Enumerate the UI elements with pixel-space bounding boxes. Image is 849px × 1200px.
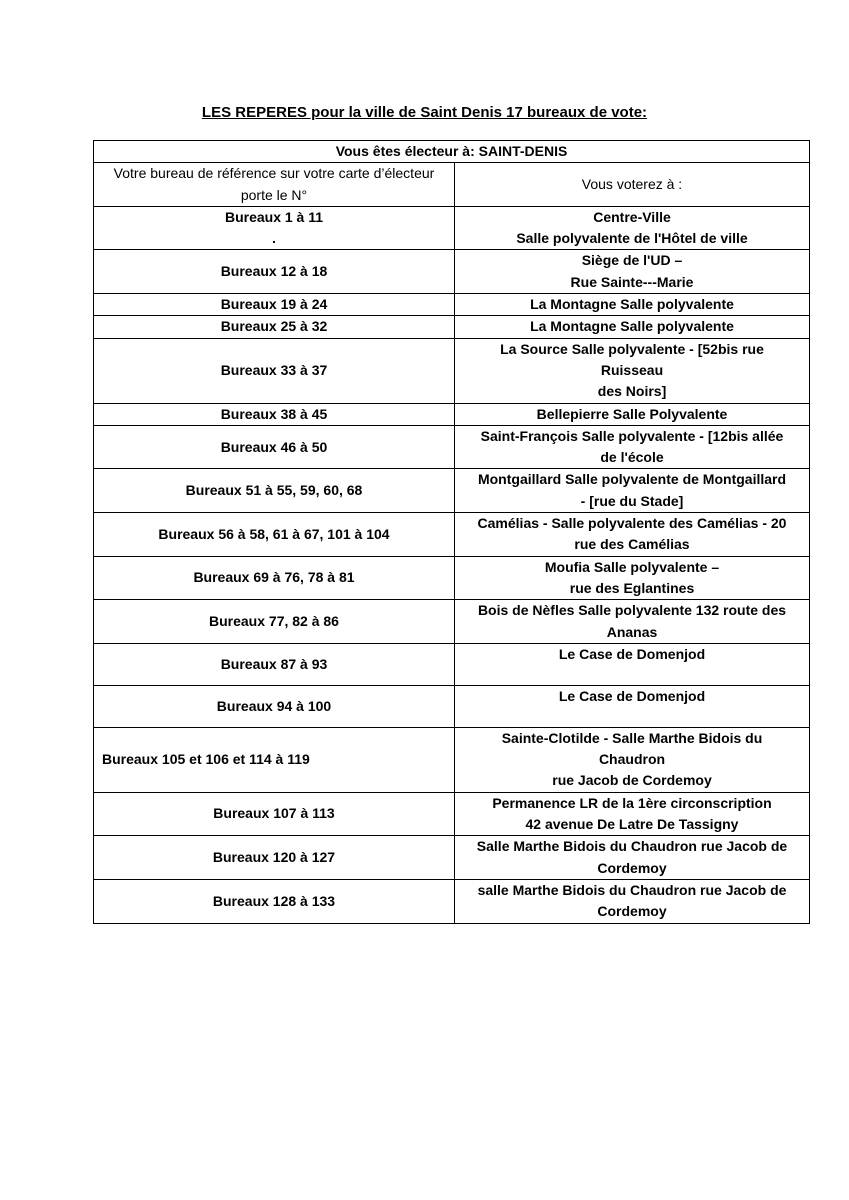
venue-line: Cordemoy [597, 859, 667, 876]
table-row [94, 792, 810, 836]
table-row [94, 879, 810, 923]
office-range: Bureaux 12 à 18 [94, 250, 455, 294]
venue [455, 513, 810, 557]
table-row [94, 600, 810, 644]
venue-line: rue des Camélias [574, 536, 690, 553]
office-range: Bureaux 87 à 93 [94, 643, 455, 685]
office-range: Bureaux 46 à 50 [94, 425, 455, 469]
venue-line: Cordemoy [597, 903, 667, 920]
table-row [94, 403, 810, 425]
office-range: Bureaux 77, 82 à 86 [94, 600, 455, 644]
office-range: Bureaux 33 à 37 [94, 338, 455, 403]
venue-line: Siège de l'UD – [581, 252, 683, 269]
venue-line: La Montagne Salle polyvalente [530, 296, 734, 313]
polling-offices-table [93, 140, 810, 924]
venue [455, 685, 810, 727]
table-row [94, 338, 810, 403]
office-range: Bureaux 51 à 55, 59, 60, 68 [94, 469, 455, 513]
venue [455, 338, 810, 403]
venue [455, 425, 810, 469]
office-range: Bureaux 120 à 127 [94, 836, 455, 880]
office-range: Bureaux 94 à 100 [94, 685, 455, 727]
venue-line: Moufia Salle polyvalente – [544, 558, 720, 575]
venue-line: Montgaillard Salle polyvalente de Montgaillard [477, 471, 787, 488]
column-header-venue: Vous voterez à : [455, 163, 810, 207]
venue-line: La Montagne Salle polyvalente [530, 318, 734, 335]
venue [455, 879, 810, 923]
venue [455, 294, 810, 316]
venue-line: Saint-François Salle polyvalente - [12bis allée [480, 427, 784, 444]
venue-line: Bois de Nèfles Salle polyvalente 132 route des [477, 602, 787, 619]
venue-line: Ruisseau [600, 361, 664, 378]
office-range: Bureaux 105 et 106 et 114 à 119 [94, 727, 455, 792]
office-range: Bureaux 69 à 76, 78 à 81 [94, 556, 455, 600]
venue-line: des Noirs] [597, 383, 667, 400]
venue-line: rue Jacob de Cordemoy [552, 772, 712, 789]
office-range-label: Bureaux 1 à 11 [224, 208, 324, 225]
table-row [94, 643, 810, 685]
venue-line: Ananas [606, 623, 658, 640]
venue-line: - [rue du Stade] [580, 492, 684, 509]
table-row [94, 556, 810, 600]
venue-line: Rue Sainte---Marie [570, 273, 694, 290]
city-header: Vous êtes électeur à: SAINT-DENIS [94, 141, 810, 163]
table-row [94, 513, 810, 557]
venue-line: Sainte-Clotilde - Salle Marthe Bidois du [501, 729, 763, 746]
venue [455, 836, 810, 880]
venue [455, 556, 810, 600]
venue-line: Camélias - Salle polyvalente des Camélias - 20 [477, 515, 787, 532]
column-header-office: Votre bureau de référence sur votre carte d’électeur porte le N° [94, 163, 455, 207]
venue-line: Le Case de Domenjod [558, 687, 706, 704]
table-row [94, 425, 810, 469]
venue-line: Bellepierre Salle Polyvalente [536, 405, 728, 422]
table-row [94, 727, 810, 792]
table-row [94, 206, 810, 250]
table-row [94, 316, 810, 338]
venue [455, 250, 810, 294]
office-range: Bureaux 25 à 32 [94, 316, 455, 338]
office-range: Bureaux 56 à 58, 61 à 67, 101 à 104 [94, 513, 455, 557]
venue [455, 206, 810, 250]
venue [455, 643, 810, 685]
venue-line: Chaudron [598, 751, 666, 768]
venue [455, 727, 810, 792]
venue-line: Le Case de Domenjod [558, 645, 706, 662]
venue-line: rue des Eglantines [569, 579, 695, 596]
column-header-row [94, 163, 810, 207]
venue-line: 42 avenue De Latre De Tassigny [525, 816, 739, 833]
table-row [94, 685, 810, 727]
table-row [94, 469, 810, 513]
page-title: LES REPERES pour la ville de Saint Denis 17 bureaux de vote: [201, 104, 648, 121]
office-range-extra: . [272, 230, 276, 247]
table-row [94, 250, 810, 294]
city-header-row [94, 141, 810, 163]
office-range: Bureaux 128 à 133 [94, 879, 455, 923]
venue-line: Centre-Ville [593, 208, 671, 225]
venue-line: salle Marthe Bidois du Chaudron rue Jacob de [477, 881, 787, 898]
venue-line: de l'école [600, 449, 664, 466]
office-range [94, 206, 455, 250]
venue [455, 469, 810, 513]
venue [455, 600, 810, 644]
venue-line: La Source Salle polyvalente - [52bis rue [500, 340, 764, 357]
venue-line: Salle Marthe Bidois du Chaudron rue Jacob de [476, 838, 788, 855]
venue [455, 316, 810, 338]
venue [455, 792, 810, 836]
office-range: Bureaux 19 à 24 [94, 294, 455, 316]
office-range: Bureaux 107 à 113 [94, 792, 455, 836]
table-row [94, 836, 810, 880]
venue-line: Salle polyvalente de l'Hôtel de ville [516, 230, 748, 247]
venue [455, 403, 810, 425]
office-range: Bureaux 38 à 45 [94, 403, 455, 425]
venue-line: Permanence LR de la 1ère circonscription [492, 794, 772, 811]
table-row [94, 294, 810, 316]
